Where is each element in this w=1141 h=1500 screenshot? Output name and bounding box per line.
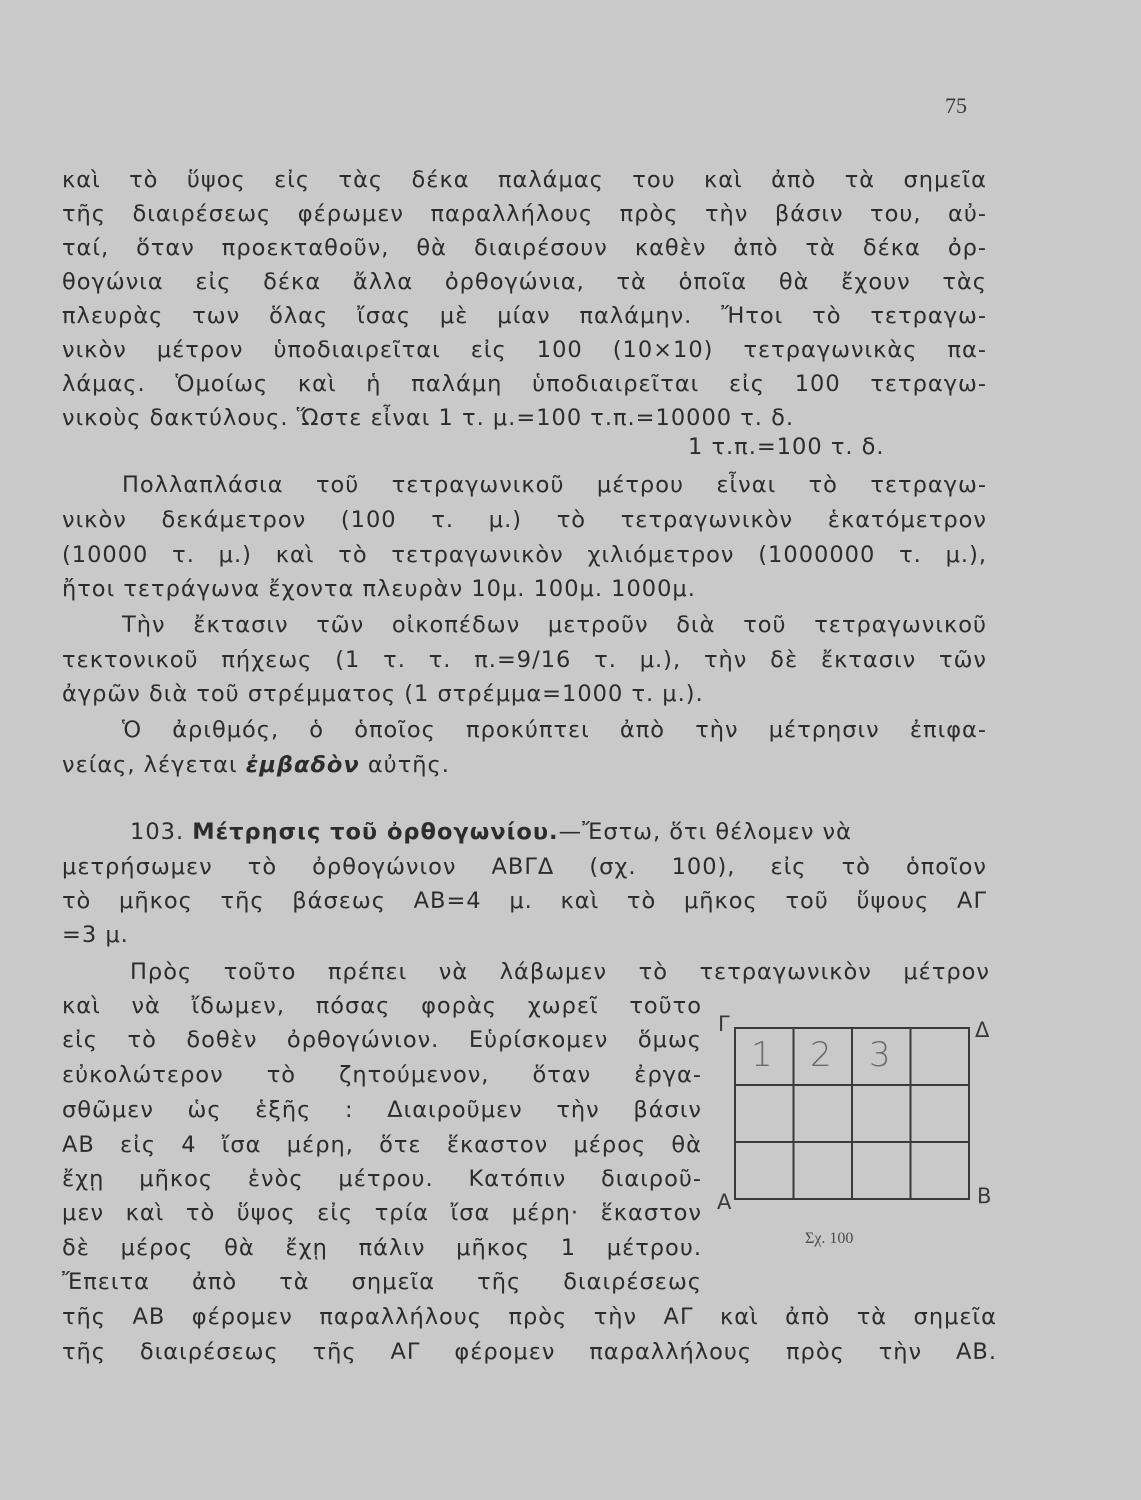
text-line: ταί, ὅταν προεκταθοῦν, θὰ διαιρέσουν καθὲν ἀπὸ τὰ δέκα ὀρ- [62, 235, 987, 261]
text-line: καὶ νὰ ἴδωμεν, πόσας φορὰς χωρεῖ τοῦτο [62, 993, 702, 1019]
vertex-label-alpha: Α [717, 1190, 732, 1214]
text-line: τῆς διαιρέσεως τῆς ΑΓ φέρομεν παραλλήλους πρὸς τὴν ΑΒ. [62, 1339, 997, 1365]
section-number: 103. [130, 819, 193, 845]
text-line: τῆς ΑΒ φέρομεν παραλλήλους πρὸς τὴν ΑΓ καὶ ἀπὸ τὰ σημεῖα [62, 1304, 997, 1330]
text-line: τεκτονικοῦ πήχεως (1 τ. τ. π.=9/16 τ. μ.), τὴν δὲ ἔκτασιν τῶν [62, 647, 987, 673]
text-line: λάμας. Ὁμοίως καὶ ἡ παλάμη ὑποδιαιρεῖται εἰς 100 τετραγω- [62, 371, 987, 397]
text-line: τὸ μῆκος τῆς βάσεως ΑΒ=4 μ. καὶ τὸ μῆκος τοῦ ὕψους ΑΓ [62, 888, 987, 914]
figure-rectangle-grid [715, 1012, 1015, 1258]
vertex-label-gamma: Γ [718, 1012, 730, 1036]
text-line: δὲ μέρος θὰ ἔχῃ πάλιν μῆκος 1 μέτρου. [62, 1235, 702, 1261]
text-line: Πολλαπλάσια τοῦ τετραγωνικοῦ μέτρου εἶναι τὸ τετραγω- [122, 472, 987, 498]
text-line: θογώνια εἰς δέκα ἄλλα ὀρθογώνια, τὰ ὁποῖα θὰ ἔχουν τὰς [62, 269, 987, 295]
section-title: Μέτρησις τοῦ ὀρθογωνίου. [192, 819, 559, 845]
text-line: Ὁ ἀριθμός, ὁ ὁποῖος προκύπτει ἀπὸ τὴν μέτρησιν ἐπιφα- [122, 717, 987, 743]
text-line: εἰς τὸ δοθὲν ὀρθογώνιον. Εὑρίσκομεν ὅμως [62, 1027, 702, 1053]
text-line: νικὸν μέτρον ὑποδιαιρεῖται εἰς 100 (10×10) τετραγωνικὰς πα- [62, 337, 987, 363]
text-line: νικοὺς δακτύλους. Ὥστε εἶναι 1 τ. μ.=100 τ.π.=10000 τ. δ. [62, 405, 795, 431]
page-number: 75 [945, 93, 967, 118]
vertex-label-beta: Β [977, 1184, 992, 1208]
text-line: ΑΒ εἰς 4 ἴσα μέρη, ὅτε ἕκαστον μέρος θὰ [62, 1132, 702, 1158]
text-line: μετρήσωμεν τὸ ὀρθογώνιον ΑΒΓΔ (σχ. 100), εἰς τὸ ὁποῖον [62, 854, 987, 880]
text-line: ἔχῃ μῆκος ἑνὸς μέτρου. Κατόπιν διαιροῦ- [62, 1166, 702, 1192]
text-line: (10000 τ. μ.) καὶ τὸ τετραγωνικὸν χιλιόμετρον (1000000 τ. μ.), [62, 542, 987, 568]
text-line: ἀγρῶν διὰ τοῦ στρέμματος (1 στρέμμα=1000 τ. μ.). [62, 681, 704, 707]
text-line: Ἔπειτα ἀπὸ τὰ σημεῖα τῆς διαιρέσεως [62, 1269, 702, 1295]
text-line: =3 μ. [62, 922, 129, 948]
text-line: νικὸν δεκάμετρον (100 τ. μ.) τὸ τετραγωνικὸν ἑκατόμετρον [62, 507, 987, 533]
text-line: Τὴν ἔκτασιν τῶν οἰκοπέδων μετροῦν διὰ τοῦ τετραγωνικοῦ [122, 612, 987, 638]
cell-number: 2 [810, 1035, 832, 1075]
emphasized-term: ἐμβαδὸν [245, 752, 360, 778]
figure-caption: Σχ. 100 [805, 1230, 854, 1247]
text-line: τῆς διαιρέσεως φέρωμεν παραλλήλους πρὸς τὴν βάσιν του, αὐ- [62, 201, 987, 227]
section-heading-line: 103. Μέτρησις τοῦ ὀρθογωνίου.—Ἔστω, ὅτι θέλομεν νὰ [130, 819, 852, 845]
text-line: ἤτοι τετράγωνα ἔχοντα πλευρὰν 10μ. 100μ. 1000μ. [62, 576, 696, 602]
vertex-label-delta: Δ [975, 1018, 990, 1042]
text-line: σθῶμεν ὡς ἑξῆς : Διαιροῦμεν τὴν βάσιν [62, 1097, 702, 1123]
text-line: καὶ τὸ ὕψος εἰς τὰς δέκα παλάμας του καὶ ἀπὸ τὰ σημεῖα [62, 167, 987, 193]
text-line: πλευρὰς των ὅλας ἴσας μὲ μίαν παλάμην. Ἤτοι τὸ τετραγω- [62, 303, 987, 329]
text-line: νείας, λέγεται ἐμβαδὸν αὐτῆς. [62, 752, 450, 778]
cell-number: 3 [869, 1035, 891, 1075]
text-line: εὐκολώτερον τὸ ζητούμενον, ὅταν ἐργα- [62, 1062, 702, 1088]
text-line: μεν καὶ τὸ ὕψος εἰς τρία ἴσα μέρη· ἕκαστον [62, 1200, 702, 1226]
text-line: Πρὸς τοῦτο πρέπει νὰ λάβωμεν τὸ τετραγωνικὸν μέτρον [130, 959, 990, 985]
text-line: 1 τ.π.=100 τ. δ. [688, 434, 885, 460]
cell-number: 1 [751, 1035, 773, 1075]
